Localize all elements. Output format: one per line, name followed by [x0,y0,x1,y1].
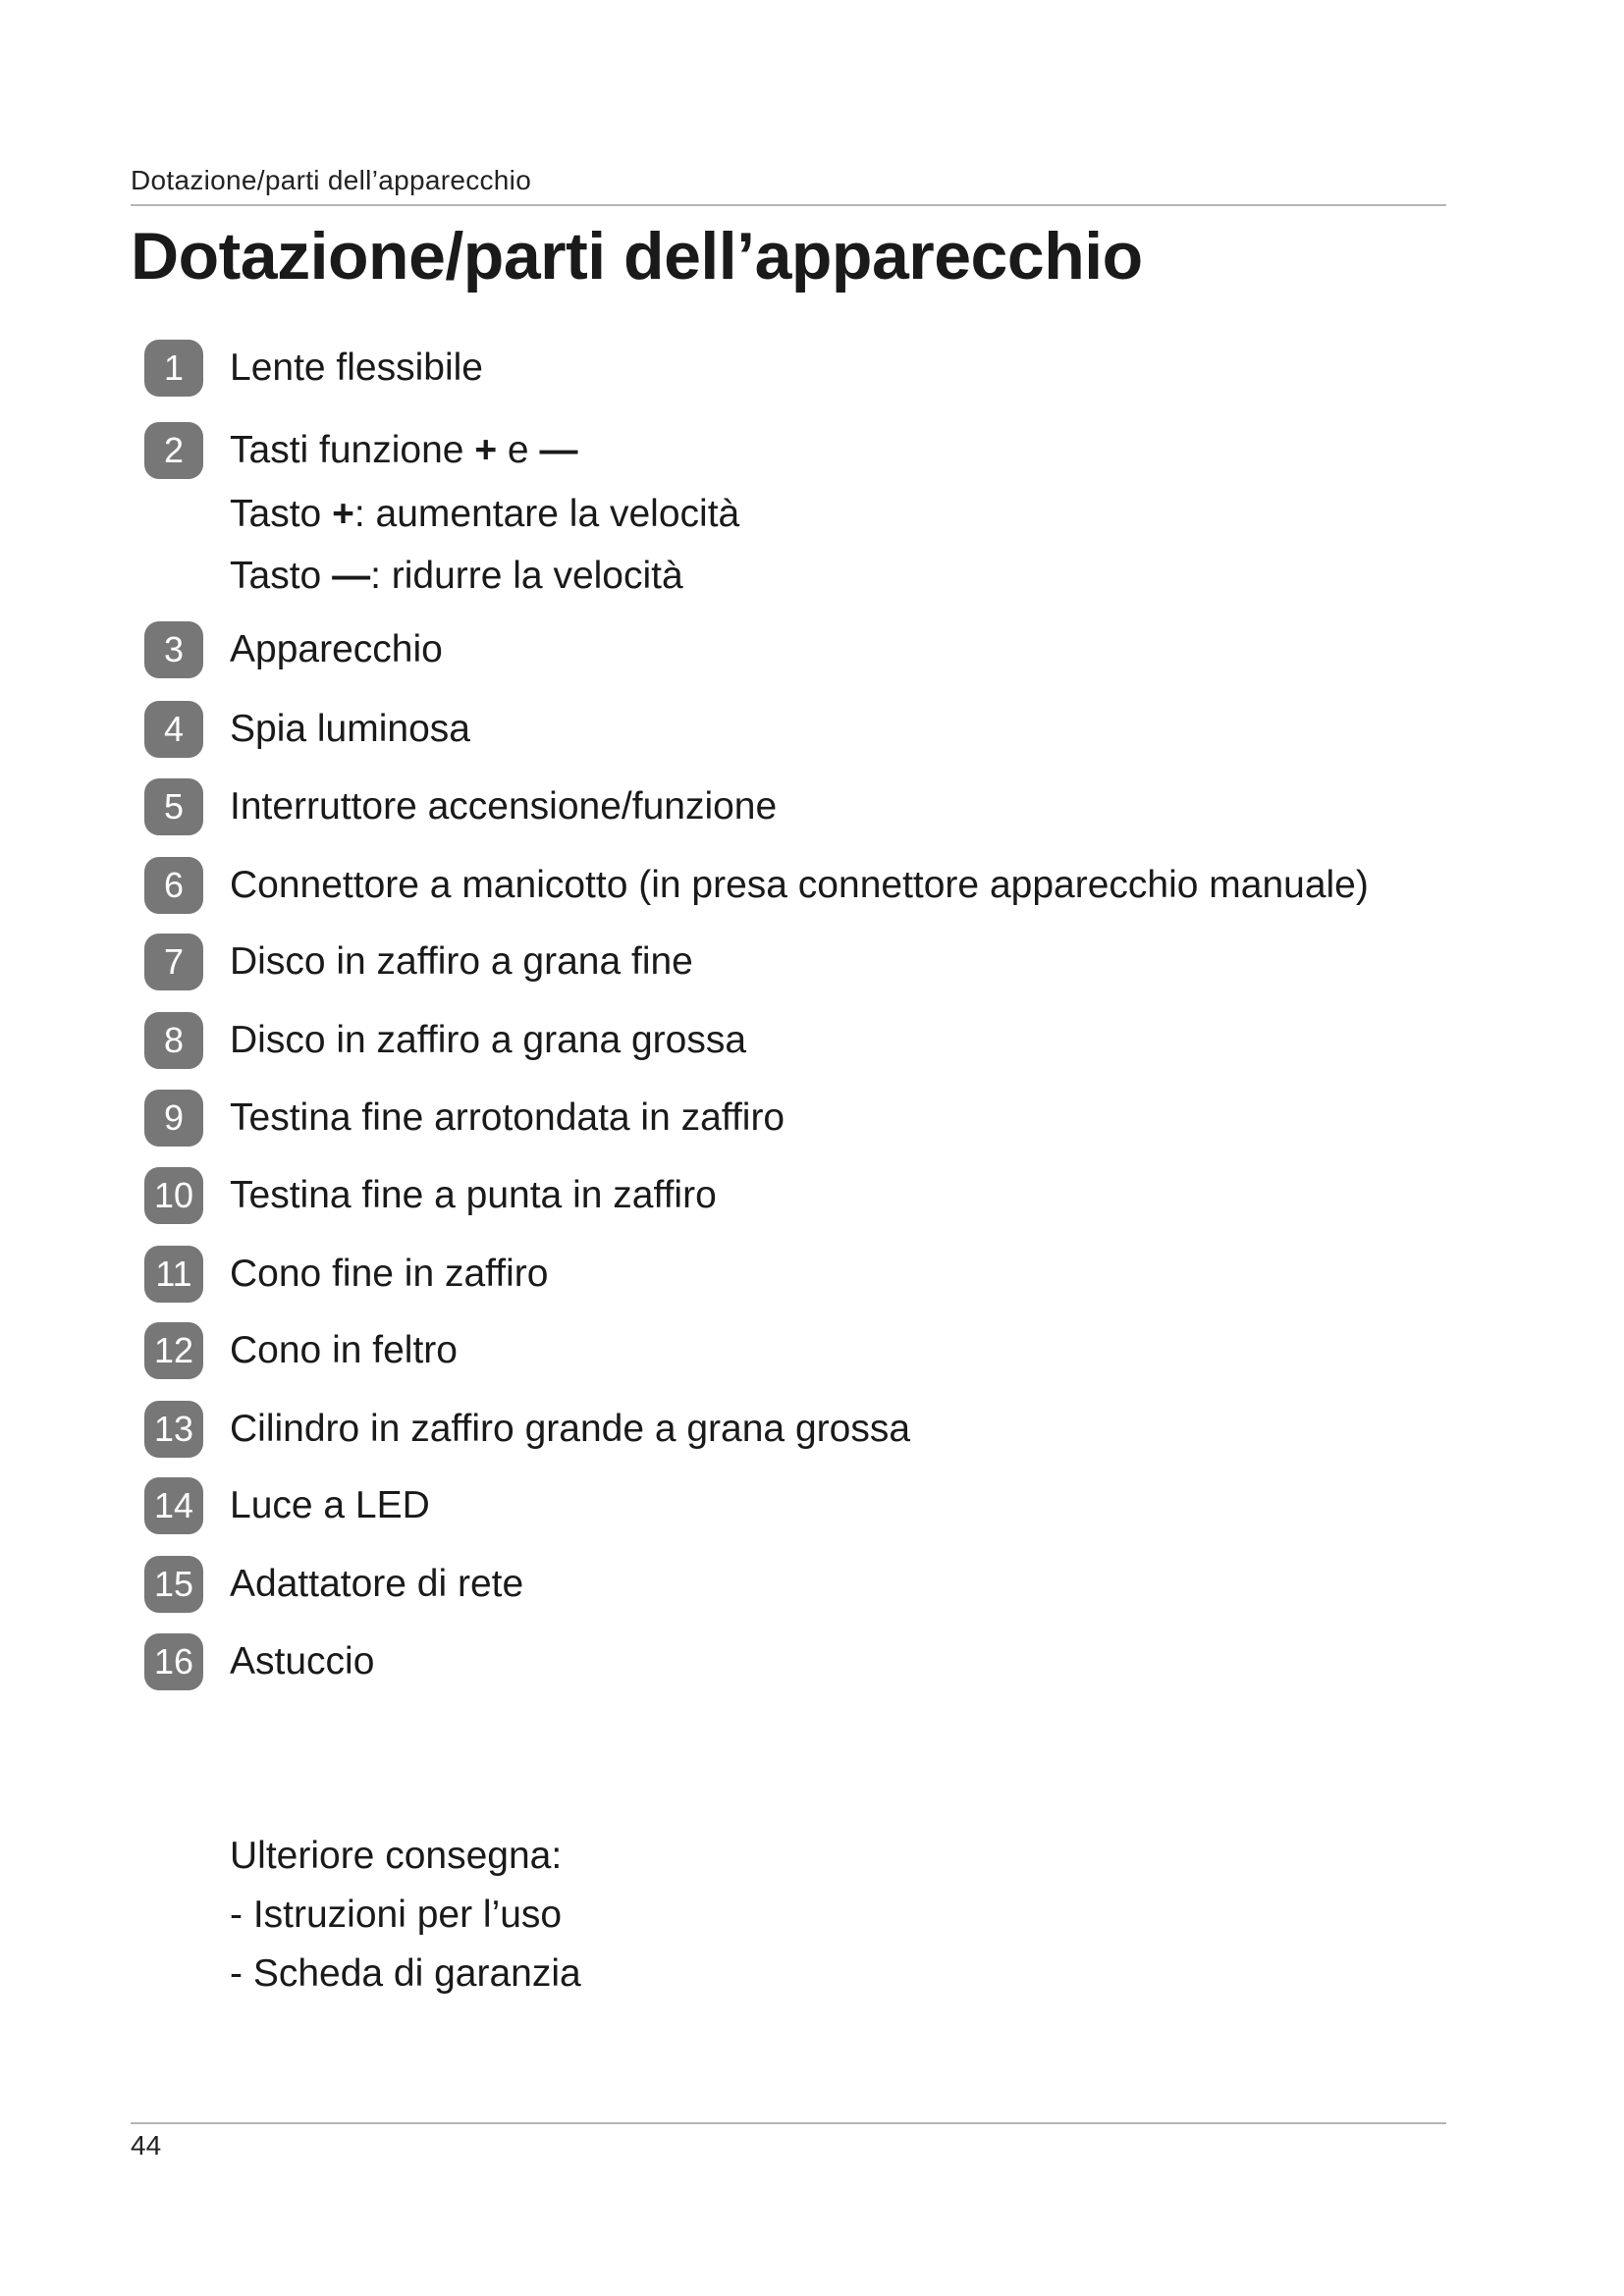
parts-list-item-11 [144,1246,549,1303]
running-header: Dotazione/parti dell’apparecchio [131,165,532,195]
footer-divider [131,2122,1446,2124]
minus-symbol: — [332,555,371,597]
item-label: Testina fine arrotondata in zaffiro [230,1096,785,1139]
item-label: Cono fine in zaffiro [230,1253,549,1295]
parts-list-item-7 [144,934,693,990]
parts-list-item-12 [144,1322,458,1379]
item-label: Disco in zaffiro a grana fine [230,940,693,983]
page-title: Dotazione/parti dell’apparecchio [131,219,1143,294]
item-label: Spia luminosa [230,708,470,750]
item-number-badge: 10 [144,1167,203,1224]
item-label-text: Tasti funzione [230,429,475,471]
item-number-badge: 11 [144,1246,203,1303]
additional-delivery-entry: - Scheda di garanzia [230,1952,581,1995]
item-number-badge: 6 [144,857,203,914]
plus-symbol: + [474,429,498,471]
item-number-badge: 9 [144,1090,203,1147]
item-number-badge: 7 [144,934,203,990]
item-number-badge: 15 [144,1556,203,1613]
parts-list-item-3 [144,621,443,678]
subline-prefix: Tasto [230,493,333,535]
item-label: Luce a LED [230,1484,430,1526]
page-number: 44 [131,2130,162,2161]
item-label: Cilindro in zaffiro grande a grana grossa [230,1408,911,1450]
item-label: Interruttore accensione/funzione [230,785,778,828]
parts-list-item-14 [144,1477,430,1534]
parts-list-item-5 [144,778,778,835]
item-label [230,429,577,472]
item-label: Adattatore di rete [230,1563,524,1605]
item-number-badge: 14 [144,1477,203,1534]
item-number-badge: 12 [144,1322,203,1379]
item-label: Lente flessibile [230,347,483,389]
minus-symbol: — [539,429,578,471]
parts-list-item-9 [144,1090,785,1147]
subline-prefix: Tasto [230,555,333,597]
item-number-badge: 13 [144,1401,203,1458]
item-number-badge: 3 [144,621,203,678]
item-number-badge: 5 [144,778,203,835]
item-label: Connettore a manicotto (in presa connettore apparecchio manuale) [230,864,1369,906]
item-number-badge: 4 [144,701,203,758]
parts-list-item-6 [144,857,1369,914]
item-label-text: e [497,429,540,471]
item-number-badge: 8 [144,1012,203,1069]
item-label: Disco in zaffiro a grana grossa [230,1019,747,1061]
item-2-subline-plus [230,493,739,536]
item-2-subline-minus [230,555,683,598]
header-divider [131,204,1446,206]
item-label: Cono in feltro [230,1329,458,1371]
additional-delivery-entry: - Istruzioni per l’uso [230,1894,563,1936]
parts-list-item-8 [144,1012,747,1069]
item-number-badge: 2 [144,422,203,479]
parts-list-item-1 [144,340,483,397]
item-label: Astuccio [230,1640,375,1682]
item-label: Apparecchio [230,628,443,670]
parts-list-item-16 [144,1633,375,1690]
parts-list-item-10 [144,1167,717,1224]
parts-list-item-13 [144,1401,911,1458]
parts-list-item-2 [144,422,578,479]
parts-list-item-15 [144,1556,524,1613]
additional-delivery-heading: Ulteriore consegna: [230,1835,563,1877]
subline-text: : ridurre la velocità [370,555,683,597]
item-number-badge: 16 [144,1633,203,1690]
parts-list-item-4 [144,701,470,758]
item-number-badge: 1 [144,340,203,397]
plus-symbol: + [332,493,354,535]
item-label: Testina fine a punta in zaffiro [230,1174,717,1216]
subline-text: : aumentare la velocità [353,493,740,535]
